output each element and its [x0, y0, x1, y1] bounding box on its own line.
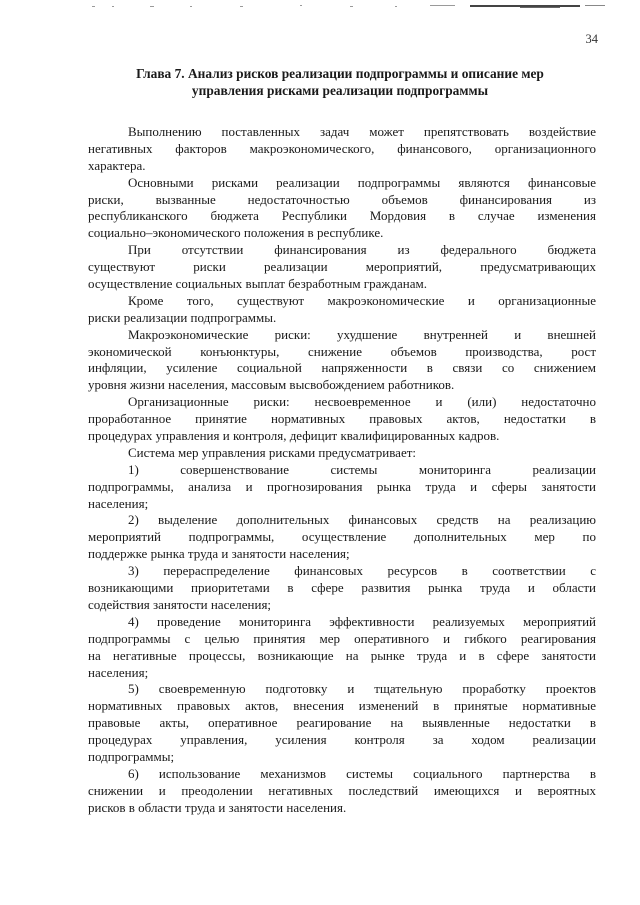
- text-line: подпрограммы;: [88, 748, 175, 764]
- text-line: рисков в области труда и занятости населения.: [88, 799, 347, 815]
- text-line: 1) совершенствование системы мониторинга реализации: [128, 461, 596, 477]
- text-line: 5) своевременную подготовку и тщательную проработку проектов: [128, 681, 596, 697]
- text-line: характера.: [88, 157, 146, 173]
- text-line: населения;: [88, 664, 149, 680]
- paragraph: [88, 394, 596, 445]
- text-line: риски, вызванные недостаточностью объемов финансирования из: [88, 191, 596, 207]
- text-line: процедурах управления, усиления контроля за ходом реализации: [88, 732, 596, 748]
- chapter-title-line: Глава 7. Анализ рисков реализации подпрограммы и описание мер: [136, 66, 544, 81]
- text-line: негативных факторов макроэкономического, финансового, организационного: [88, 140, 596, 156]
- text-line: проработанное принятие нормативных правовых актов, недостатки в: [88, 411, 596, 427]
- paragraph: [88, 124, 596, 175]
- text-line: населения;: [88, 495, 149, 511]
- text-line: При отсутствии финансирования из федерального бюджета: [128, 242, 596, 258]
- text-line: подпрограммы с целью принятия мер оперативного и гибкого реагирования: [88, 630, 596, 646]
- text-line: Макроэкономические риски: ухудшение внутренней и внешней: [128, 326, 596, 342]
- text-line: снижении и преодолении негативных последствий имеющихся и вероятных: [88, 782, 596, 798]
- text-line: 2) выделение дополнительных финансовых средств на реализацию: [128, 512, 596, 528]
- text-line: 3) перераспределение финансовых ресурсов в соответствии с: [128, 563, 596, 579]
- text-line: Кроме того, существуют макроэкономические и организационные: [128, 292, 596, 308]
- paragraph: [88, 681, 596, 765]
- paragraph: [88, 512, 596, 563]
- text-line: Организационные риски: несвоевременное и (или) недостаточно: [128, 394, 596, 410]
- text-line: уровня жизни населения, массовым высвобождением работников.: [88, 377, 455, 393]
- text-line: 6) использование механизмов системы социального партнерства в: [128, 765, 596, 781]
- paragraph: [88, 462, 596, 513]
- paragraph: [88, 175, 596, 243]
- text-line: возникающими приоритетами в сфере развития рынка труда и области: [88, 580, 596, 596]
- text-line: существуют риски реализации мероприятий, предусматривающих: [88, 259, 596, 275]
- paragraph: [88, 242, 596, 293]
- text-line: содействия занятости населения;: [88, 596, 272, 612]
- text-line: правовые акты, оперативное реагирование на выявленные недостатки в: [88, 715, 596, 731]
- paragraph: [88, 327, 596, 395]
- text-line: риски реализации подпрограммы.: [88, 309, 277, 325]
- text-line: процедурах управления и контроля, дефицит квалифицированных кадров.: [88, 428, 500, 444]
- text-line: 4) проведение мониторинга эффективности реализуемых мероприятий: [128, 613, 596, 629]
- chapter-title-line: управления рисками реализации подпрограммы: [191, 83, 489, 98]
- paragraph: [88, 614, 596, 682]
- text-line: республиканского бюджета Республики Мордовия в случае изменения: [88, 208, 596, 224]
- text-line: инфляции, усиление социальной напряженности в связи со снижением: [88, 360, 596, 376]
- text-line: осуществление социальных выплат безработным гражданам.: [88, 276, 427, 292]
- paragraph: [88, 293, 596, 327]
- text-line: Выполнению поставленных задач может препятствовать воздействие: [128, 124, 596, 139]
- text-line: экономической конъюнктуры, снижение объемов производства, рост: [88, 343, 596, 359]
- text-line: подпрограммы, анализа и прогнозирования рынка труда и сферы занятости: [88, 478, 596, 494]
- paragraph: [88, 766, 596, 817]
- text-line: на негативные процессы, возникающие на рынке труда и в сфере занятости: [88, 647, 596, 663]
- text-line: мероприятий подпрограммы, осуществление дополнительных мер по: [88, 529, 596, 545]
- chapter-title: [70, 65, 610, 99]
- text-line: Система мер управления рисками предусматривает:: [128, 444, 417, 460]
- scan-artifact-marks: [0, 2, 640, 12]
- text-line: поддержке рынка труда и занятости населения;: [88, 546, 350, 562]
- text-line: Основными рисками реализации подпрограммы являются финансовые: [128, 174, 596, 190]
- text-line: нормативных правовых актов, внесения изменений в принятые нормативные: [88, 698, 596, 714]
- body-text: [88, 124, 596, 817]
- text-line: социально–экономического положения в республике.: [88, 225, 384, 241]
- page-number: 34: [585, 32, 598, 46]
- paragraph: [88, 445, 596, 462]
- paragraph: [88, 563, 596, 614]
